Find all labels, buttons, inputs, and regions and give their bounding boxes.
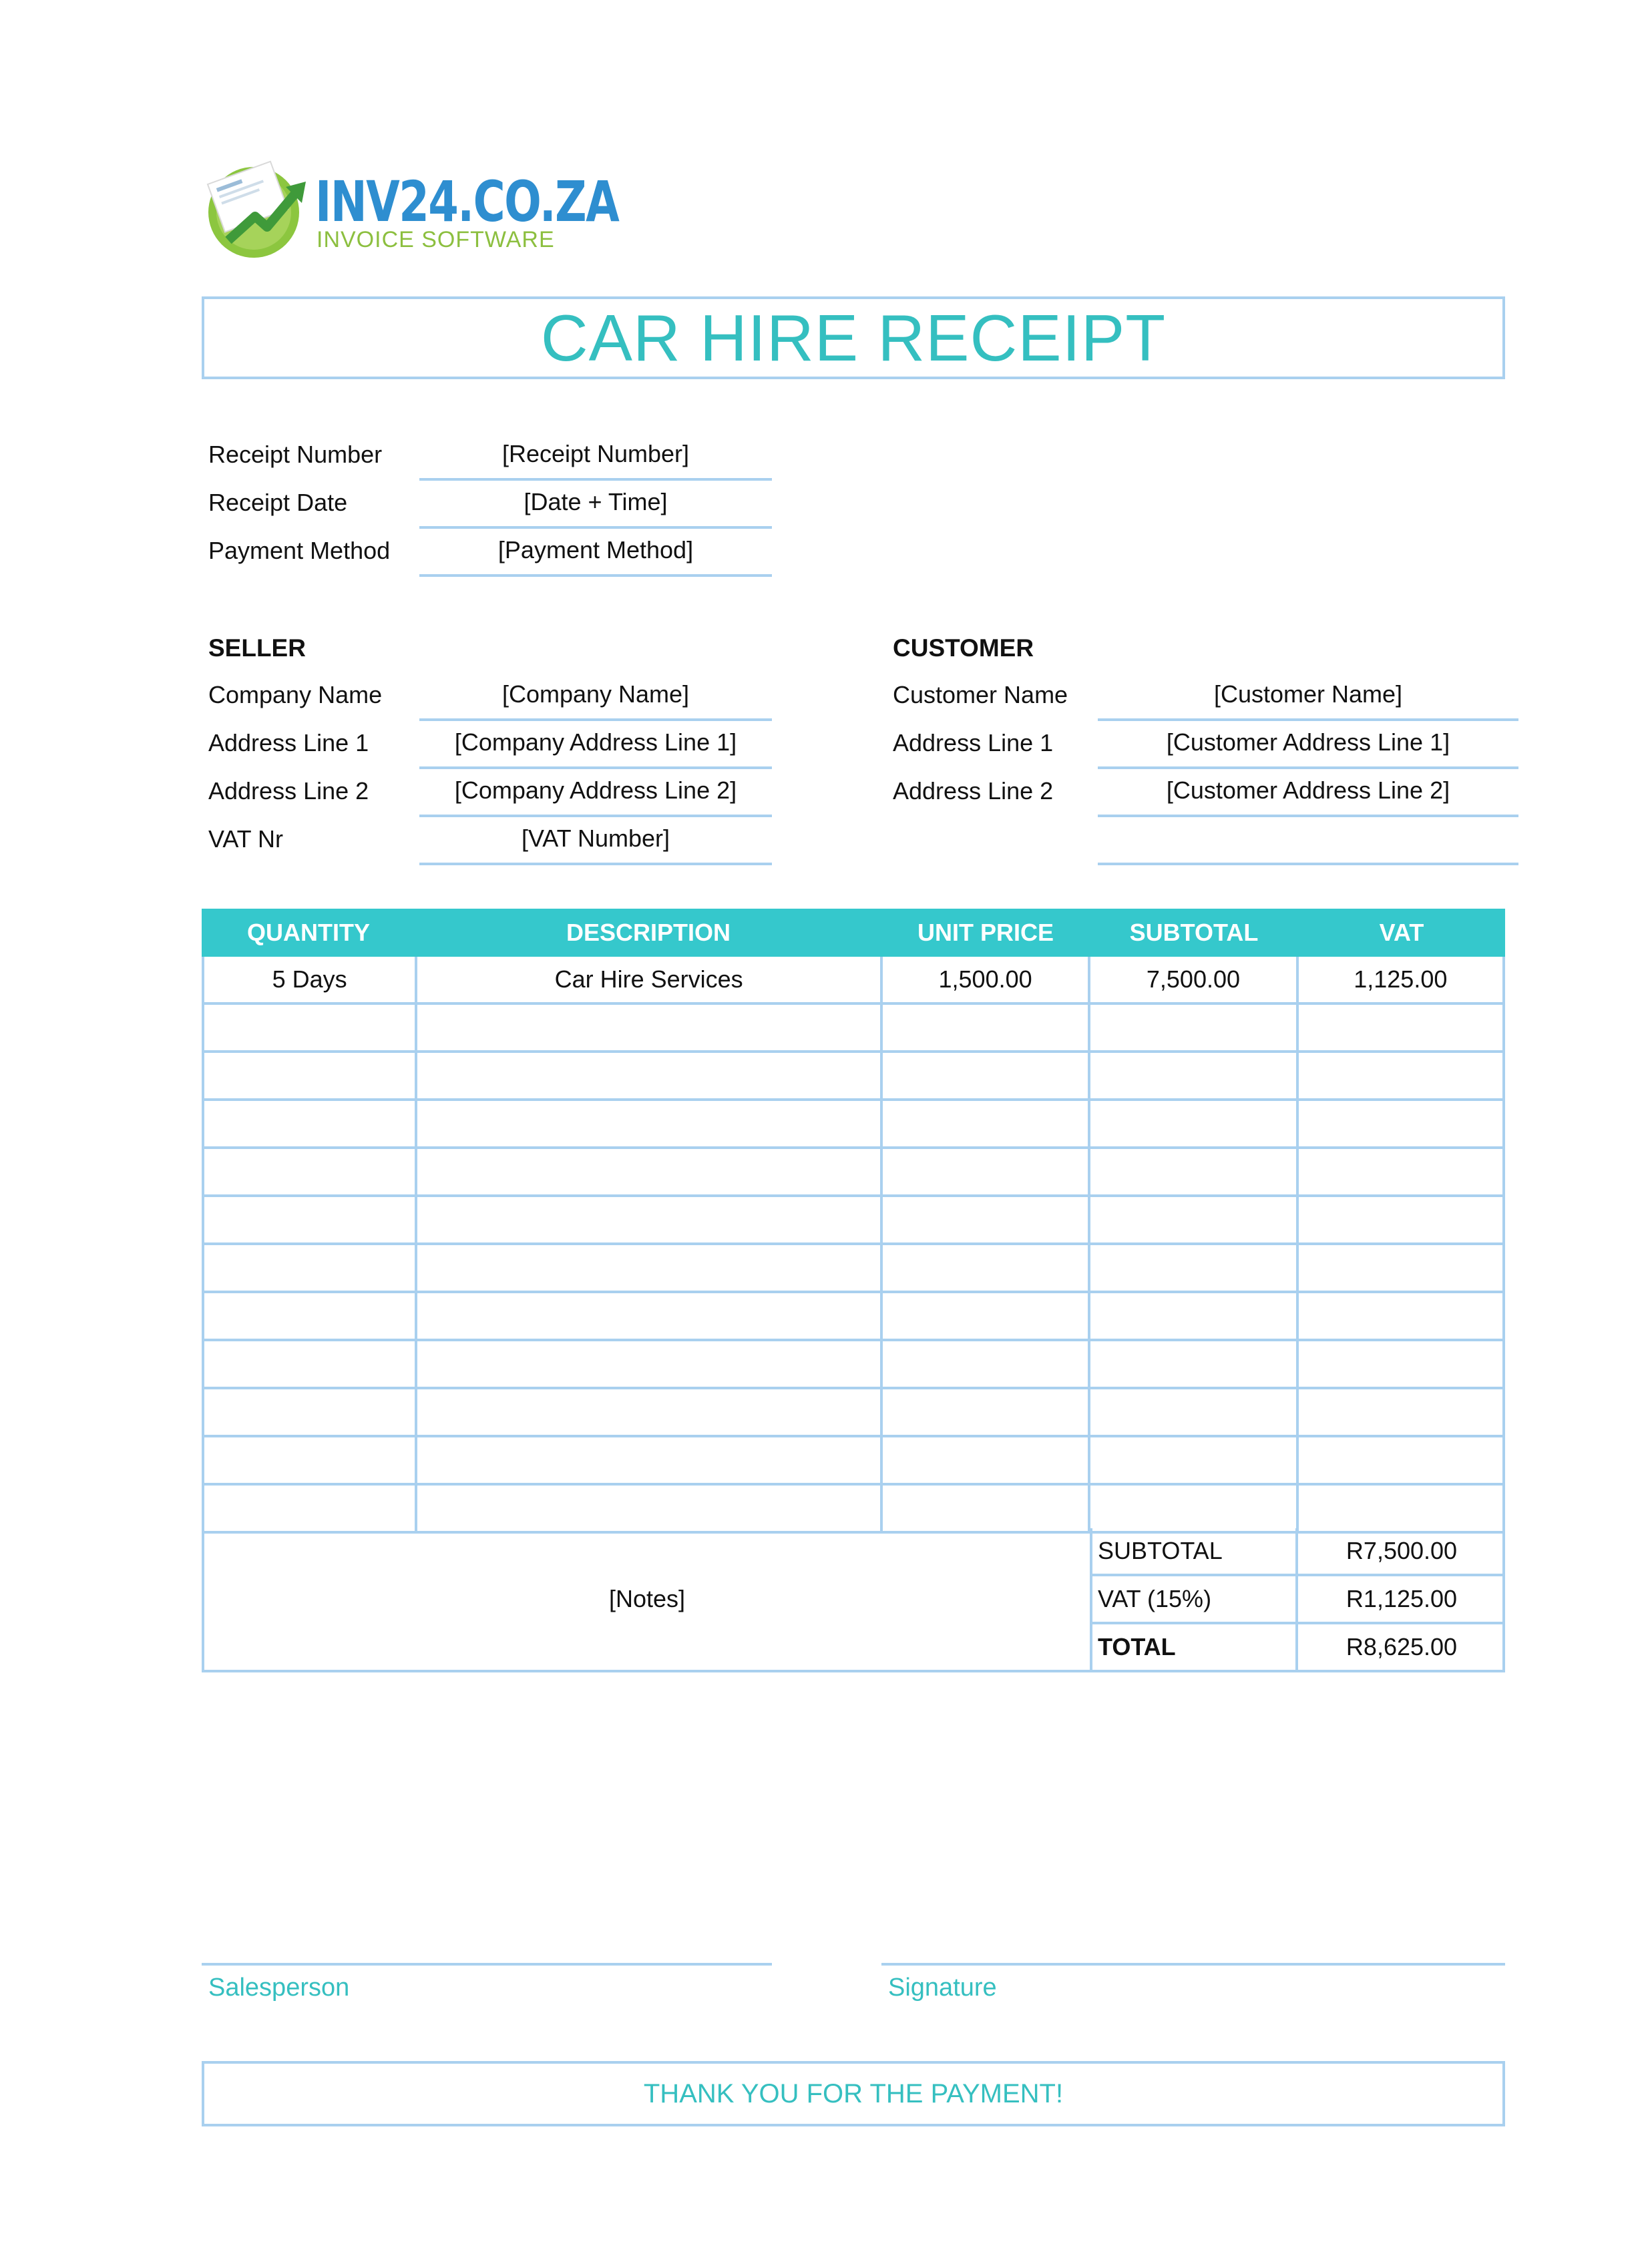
table-row: [202, 1197, 1505, 1245]
cell-vat[interactable]: [1299, 1197, 1505, 1245]
cell-subtotal[interactable]: [1090, 1149, 1298, 1197]
cell-description[interactable]: [417, 1005, 883, 1053]
cell-unit-price[interactable]: [883, 1197, 1090, 1245]
table-row: [202, 1293, 1505, 1341]
cell-description[interactable]: [417, 1486, 883, 1534]
vat-row: [1090, 1576, 1505, 1624]
customer-address1-label: Address Line 1: [893, 729, 1054, 756]
cell-description[interactable]: [417, 1053, 883, 1101]
customer-address2-label: Address Line 2: [893, 777, 1054, 805]
cell-quantity[interactable]: [204, 1389, 417, 1437]
cell-unit-price[interactable]: [883, 1149, 1090, 1197]
cell-vat[interactable]: [1299, 1293, 1505, 1341]
cell-unit-price[interactable]: [883, 1341, 1090, 1389]
cell-subtotal[interactable]: [1090, 1053, 1298, 1101]
table-row: [202, 957, 1505, 1005]
cell-vat[interactable]: [1299, 1101, 1505, 1149]
cell-description[interactable]: [417, 1437, 883, 1486]
cell-quantity[interactable]: [204, 1053, 417, 1101]
table-row: [202, 1101, 1505, 1149]
cell-quantity[interactable]: [204, 1005, 417, 1053]
table-row: [202, 1437, 1505, 1486]
cell-vat[interactable]: [1299, 1437, 1505, 1486]
items-table: [202, 909, 1505, 1534]
subtotal-row: [1090, 1528, 1505, 1576]
header-quantity: QUANTITY: [247, 919, 370, 946]
notes-field[interactable]: [Notes]: [608, 1585, 686, 1612]
cell-quantity[interactable]: [204, 1437, 417, 1486]
page-title: CAR HIRE RECEIPT: [540, 300, 1167, 375]
header-description: DESCRIPTION: [566, 919, 731, 946]
cell-subtotal[interactable]: [1090, 1005, 1298, 1053]
cell-unit-price[interactable]: [883, 1101, 1090, 1149]
cell-unit-price[interactable]: [883, 1053, 1090, 1101]
cell-vat[interactable]: [1299, 1341, 1505, 1389]
seller-vat-field[interactable]: [VAT Number]: [419, 821, 772, 865]
customer-extra-field[interactable]: [1098, 821, 1518, 865]
cell-subtotal[interactable]: [1090, 1341, 1298, 1389]
cell-subtotal[interactable]: [1090, 1197, 1298, 1245]
title-box: [202, 296, 1505, 379]
customer-heading: CUSTOMER: [893, 634, 1034, 662]
cell-description[interactable]: [417, 1101, 883, 1149]
header-subtotal: SUBTOTAL: [1129, 919, 1259, 946]
seller-address2-label: Address Line 2: [208, 777, 369, 805]
table-row: [202, 1053, 1505, 1101]
cell-subtotal[interactable]: [1090, 1389, 1298, 1437]
cell-description[interactable]: [417, 1149, 883, 1197]
seller-address2-field[interactable]: [Company Address Line 2]: [419, 773, 772, 817]
signature-line[interactable]: [881, 1963, 1505, 1966]
totals-section: [202, 1528, 1505, 1672]
cell-subtotal[interactable]: [1090, 1293, 1298, 1341]
seller-company-field[interactable]: [Company Name]: [419, 677, 772, 721]
cell-quantity[interactable]: [204, 1245, 417, 1293]
logo-tagline: INVOICE SOFTWARE: [317, 227, 555, 252]
company-logo: [202, 155, 619, 262]
cell-description[interactable]: [417, 1389, 883, 1437]
seller-address1-field[interactable]: [Company Address Line 1]: [419, 725, 772, 769]
cell-quantity[interactable]: [204, 1197, 417, 1245]
table-header: [202, 909, 1505, 957]
thank-you-message: THANK YOU FOR THE PAYMENT!: [643, 2078, 1064, 2108]
table-row: [202, 1005, 1505, 1053]
cell-unit-price[interactable]: [883, 1293, 1090, 1341]
cell-vat[interactable]: 1,125.00: [1299, 957, 1505, 1005]
cell-quantity[interactable]: [204, 1486, 417, 1534]
cell-vat[interactable]: [1299, 1486, 1505, 1534]
vat-label: VAT (15%): [1090, 1576, 1298, 1624]
payment-method-label: Payment Method: [208, 537, 391, 564]
cell-quantity[interactable]: [204, 1293, 417, 1341]
customer-address1-field[interactable]: [Customer Address Line 1]: [1098, 725, 1518, 769]
cell-unit-price[interactable]: [883, 1005, 1090, 1053]
cell-quantity[interactable]: [204, 1101, 417, 1149]
customer-name-label: Customer Name: [893, 681, 1068, 708]
table-row: [202, 1149, 1505, 1197]
vat-value: R1,125.00: [1298, 1576, 1505, 1624]
customer-address2-field[interactable]: [Customer Address Line 2]: [1098, 773, 1518, 817]
total-value: R8,625.00: [1346, 1633, 1458, 1660]
cell-unit-price[interactable]: 1,500.00: [883, 957, 1090, 1005]
header-unit-price: UNIT PRICE: [917, 919, 1054, 946]
cell-subtotal[interactable]: [1090, 1101, 1298, 1149]
cell-description[interactable]: [417, 1245, 883, 1293]
table-row: [202, 1245, 1505, 1293]
seller-heading: SELLER: [208, 634, 306, 662]
cell-description[interactable]: [417, 1197, 883, 1245]
cell-unit-price[interactable]: [883, 1486, 1090, 1534]
cell-unit-price[interactable]: [883, 1437, 1090, 1486]
salesperson-label: Salesperson: [208, 1974, 350, 2002]
cell-vat[interactable]: [1299, 1149, 1505, 1197]
total-label: TOTAL: [1090, 1624, 1298, 1670]
cell-vat[interactable]: [1299, 1245, 1505, 1293]
cell-vat[interactable]: [1299, 1053, 1505, 1101]
receipt-number-label: Receipt Number: [208, 441, 383, 468]
table-row: [202, 1389, 1505, 1437]
cell-subtotal[interactable]: 7,500.00: [1090, 957, 1298, 1005]
table-row: [202, 1341, 1505, 1389]
table-body: [202, 957, 1505, 1534]
receipt-date-field[interactable]: [Date + Time]: [419, 485, 772, 529]
subtotal-value: R7,500.00: [1298, 1528, 1505, 1576]
receipt-date-label: Receipt Date: [208, 489, 348, 516]
cell-subtotal[interactable]: [1090, 1245, 1298, 1293]
seller-address1-label: Address Line 1: [208, 729, 369, 756]
total-row: [1090, 1624, 1505, 1670]
cell-description[interactable]: [417, 1341, 883, 1389]
signature-label: Signature: [888, 1974, 997, 2002]
seller-company-label: Company Name: [208, 681, 383, 708]
logo-name: INV24.CO.ZA: [315, 169, 619, 234]
cell-subtotal[interactable]: [1090, 1437, 1298, 1486]
subtotal-label: SUBTOTAL: [1090, 1528, 1298, 1576]
cell-description[interactable]: Car Hire Services: [417, 957, 883, 1005]
customer-name-field[interactable]: [Customer Name]: [1098, 677, 1518, 721]
thank-you-box: [202, 2061, 1505, 2126]
table-row: [202, 1486, 1505, 1534]
salesperson-line[interactable]: [202, 1963, 772, 1966]
cell-quantity[interactable]: [204, 1149, 417, 1197]
cell-description[interactable]: [417, 1293, 883, 1341]
totals-grid: [1090, 1528, 1505, 1670]
cell-quantity[interactable]: 5 Days: [204, 957, 417, 1005]
receipt-number-field[interactable]: [Receipt Number]: [419, 437, 772, 481]
cell-vat[interactable]: [1299, 1005, 1505, 1053]
header-vat: VAT: [1379, 919, 1424, 946]
logo-chart-icon: [202, 155, 312, 260]
cell-quantity[interactable]: [204, 1341, 417, 1389]
cell-unit-price[interactable]: [883, 1245, 1090, 1293]
cell-vat[interactable]: [1299, 1389, 1505, 1437]
cell-subtotal[interactable]: [1090, 1486, 1298, 1534]
payment-method-field[interactable]: [Payment Method]: [419, 533, 772, 577]
cell-unit-price[interactable]: [883, 1389, 1090, 1437]
seller-vat-label: VAT Nr: [208, 825, 284, 853]
